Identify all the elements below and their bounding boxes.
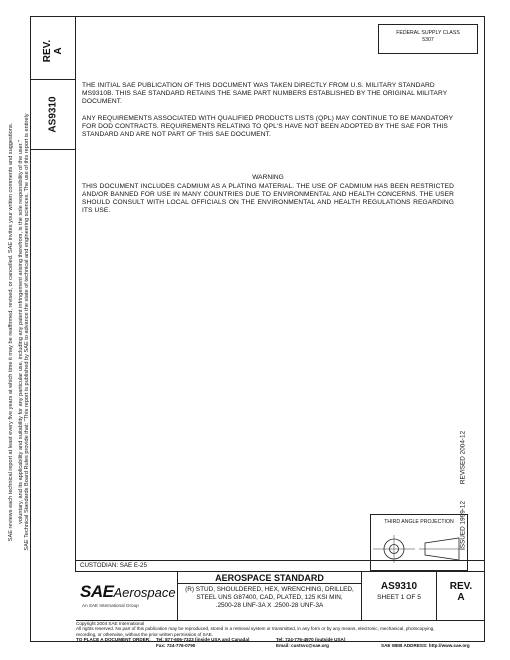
order-label: TO PLACE A DOCUMENT ORDER: bbox=[76, 637, 151, 643]
footer bbox=[76, 620, 485, 648]
revision-value: A bbox=[457, 592, 465, 603]
logo-sub: Aerospace bbox=[113, 585, 176, 600]
rev-label-top: REV. bbox=[42, 39, 53, 63]
logo-tagline: An SAE International Group bbox=[82, 603, 139, 608]
revision-box bbox=[437, 572, 485, 620]
rights-line-1: All rights reserved. No part of this publication may be reproduced, stored in a retrieval system or transmitted, in any form or by any means, electronic, mechanical, photocopying, bbox=[76, 626, 435, 632]
description-line-2: STEEL UNS G87400, CAD, PLATED, 125 KSI MIN, bbox=[196, 594, 343, 601]
paragraph-qpl: ANY REQUIREMENTS ASSOCIATED WITH QUALIFIED PRODUCTS LISTS (QPL) MAY CONTINUE TO BE MANDATORY FOR DOD CONTRACTS. REQUIREMENTS RELATING TO QPL'S HAVE NOT BEEN ADOPTED BY THE SAE FOR THIS STANDARD AND ARE NOT PART OF THIS SAE DOCUMENT. bbox=[82, 115, 454, 138]
standard-title-box bbox=[177, 572, 362, 620]
description-line-3: .2500-28 UNF-3A X .2500-28 UNF-3A bbox=[215, 602, 324, 609]
revised-date: REVISED 2004-12 bbox=[459, 430, 467, 485]
email[interactable]: Email: custsvc@sae.org bbox=[276, 642, 329, 648]
copyright: Copyright 2004 SAE International bbox=[76, 621, 145, 626]
fax[interactable]: Fax: 724-776-0790 bbox=[156, 642, 196, 648]
web-address[interactable]: SAE WEB ADDRESS: http://www.sae.org bbox=[381, 642, 470, 648]
doc-number-top: AS9310 bbox=[47, 96, 59, 133]
federal-supply-class-box bbox=[378, 24, 478, 54]
doc-number-box-top bbox=[30, 80, 76, 150]
rev-value-top: A bbox=[53, 47, 64, 55]
rev-box-top bbox=[30, 16, 76, 80]
custodian: CUSTODIAN: SAE E-25 bbox=[76, 560, 485, 572]
sheet-number: SHEET 1 OF 5 bbox=[377, 594, 421, 601]
sae-notice-line-1: SAE Technical Standards Board Rules provide that: "This report is published by SAE to advance the state of technical and engineering sciences. The use of this report is entirely bbox=[24, 113, 30, 551]
rights-line-2: recording, or otherwise, without the prior written permission of SAE. bbox=[76, 631, 214, 637]
federal-supply-class-value: 5307 bbox=[422, 37, 434, 43]
paragraph-origin: THE INITIAL SAE PUBLICATION OF THIS DOCUMENT WAS TAKEN DIRECTLY FROM U.S. MILITARY STANDARD MS9310B. THIS SAE STANDARD RETAINS THE SAME PART NUMBERS ESTABLISHED BY THE ORIGINAL MILITARY DOCUMENT. bbox=[82, 82, 448, 105]
standard-description bbox=[178, 586, 361, 610]
standard-heading: AEROSPACE STANDARD bbox=[178, 572, 361, 584]
third-angle-projection-label: THIRD ANGLE PROJECTION bbox=[384, 519, 454, 525]
description-line-1: (R) STUD, SHOULDERED, HEX, WRENCHING, DRILLED, bbox=[185, 586, 354, 593]
sae-aerospace-logo bbox=[80, 582, 176, 608]
federal-supply-class-label: FEDERAL SUPPLY CLASS bbox=[396, 30, 460, 36]
logo-main: SAE bbox=[80, 582, 114, 601]
revision-label: REV. bbox=[449, 581, 473, 592]
warning-title: WARNING bbox=[252, 174, 284, 181]
sae-notice-line-3: SAE reviews each technical report at least every five years at which time it may be reaffirmed, revised, or cancelled. SAE invites your written comments and suggestions. bbox=[8, 122, 14, 542]
sae-notice-line-2: voluntary, and its applicability and suitability for any particular use, including any patent infringement arising therefrom, is the sole responsibility of the user." bbox=[18, 140, 24, 524]
document-number: AS9310 bbox=[380, 581, 418, 592]
issued-date: ISSUED 1999-12 bbox=[459, 500, 467, 551]
document-number-box bbox=[362, 572, 437, 620]
tel-outside[interactable]: Tel: 724-776-4970 (outside USA) bbox=[276, 637, 346, 643]
tel-inside[interactable]: Tel: 877-606-7323 (inside USA and Canada) bbox=[156, 637, 250, 643]
warning-text: THIS DOCUMENT INCLUDES CADMIUM AS A PLATING MATERIAL. THE USE OF CADMIUM HAS BEEN RESTRICTED AND/OR BANNED FOR USE IN MANY COUNTRIES DUE TO ENVIRONMENTAL AND HEALTH CONCERNS. THE USER SHOULD CONSULT WITH LOCAL OFFICIALS ON THE ENVIRONMENTAL AND HEALTH REGULATIONS REGARDING ITS USE. bbox=[82, 183, 454, 214]
